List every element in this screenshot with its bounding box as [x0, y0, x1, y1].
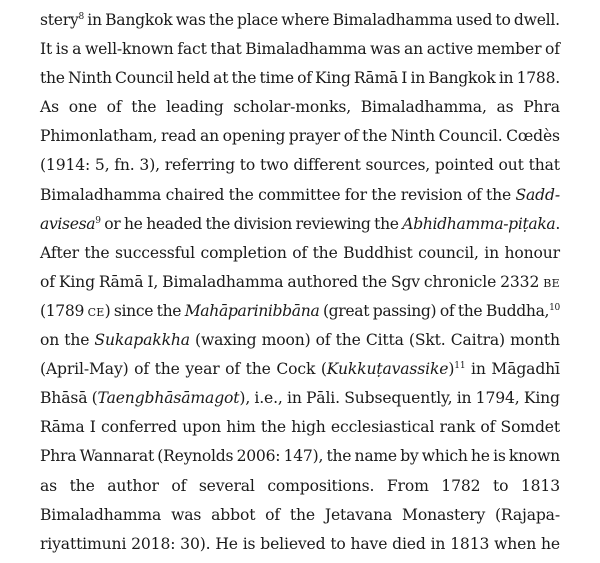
word: Buddha,$^{10}$	[485, 301, 560, 320]
word: 2006:	[236, 447, 281, 466]
word: 5,	[94, 156, 110, 175]
word: in	[430, 534, 446, 553]
word: the	[361, 272, 387, 291]
word: Cœdès	[506, 127, 560, 146]
word: authored	[287, 272, 358, 291]
word: the	[260, 418, 286, 437]
text-line	[40, 530, 560, 559]
word: used	[455, 11, 493, 29]
word	[543, 268, 560, 297]
body-paragraph	[40, 6, 560, 559]
word: Ninth	[390, 127, 436, 146]
word: referring	[164, 156, 235, 175]
text-line	[40, 297, 560, 326]
word: rank	[439, 418, 476, 437]
word: of	[545, 40, 560, 59]
word: Bimaladhamma	[162, 272, 284, 291]
word: the	[69, 476, 95, 495]
word: a	[72, 40, 82, 59]
word: of	[439, 301, 455, 320]
word: division	[233, 214, 292, 233]
word: I	[401, 69, 408, 88]
word: (1914:	[40, 156, 91, 175]
word: After	[40, 243, 79, 262]
word: Rāmā	[353, 69, 399, 88]
text-line	[40, 93, 560, 122]
text-line	[40, 326, 560, 355]
word: an	[404, 40, 424, 59]
word: 147),	[283, 447, 324, 466]
word: in	[456, 389, 472, 408]
text-line	[40, 384, 560, 413]
word: died	[392, 534, 426, 553]
word: scholar-monks,	[233, 98, 351, 117]
text-line	[40, 501, 560, 530]
word: ecclesiastical	[330, 418, 435, 437]
word: of	[466, 185, 482, 204]
word: 1813	[520, 476, 560, 495]
word: the	[245, 360, 271, 379]
word: active	[426, 40, 474, 59]
text-line	[40, 210, 560, 239]
word: at	[213, 69, 229, 88]
text-line	[40, 181, 560, 210]
word: Pāli.	[305, 389, 340, 408]
word: as	[496, 98, 514, 117]
word: the	[208, 11, 234, 29]
word: of	[297, 69, 312, 88]
word: different	[293, 156, 361, 175]
text-line	[40, 6, 560, 35]
word: of	[315, 331, 331, 350]
word: of	[134, 360, 150, 379]
word: opening	[222, 127, 286, 146]
word: of	[225, 360, 241, 379]
word: (Rajapa-	[494, 505, 560, 524]
word: (waxing	[195, 331, 257, 350]
word: Caitra)	[450, 331, 505, 350]
word: Sgv	[390, 272, 420, 291]
word: the	[289, 505, 315, 524]
footnote-marker: 10	[549, 302, 560, 313]
word: month	[510, 331, 560, 350]
word: (Skt.	[408, 331, 446, 350]
word: in	[484, 243, 500, 262]
word: Wannarat	[79, 447, 154, 466]
word: two	[259, 156, 289, 175]
word: Citta	[365, 331, 404, 350]
word: Bimaladhamma	[332, 11, 453, 29]
word: to	[330, 534, 346, 553]
word: fact	[177, 40, 207, 59]
word: Rāma	[40, 418, 85, 437]
word: the	[457, 301, 483, 320]
word: He	[215, 534, 238, 553]
word: the	[64, 331, 90, 350]
word: conferred	[101, 418, 177, 437]
word: Bimaladhamma,	[360, 98, 487, 117]
word: is	[242, 534, 256, 553]
word: the	[374, 214, 399, 233]
word: the	[154, 360, 180, 379]
word: the	[371, 185, 397, 204]
small-caps-abbreviation: CE	[87, 305, 105, 319]
word: i.e.,	[254, 389, 283, 408]
word: author	[107, 476, 159, 495]
word: one	[68, 98, 97, 117]
word: place	[236, 11, 278, 29]
word: the	[156, 301, 182, 320]
word: Jetavana	[324, 505, 393, 524]
word: moon)	[261, 331, 311, 350]
word: 2332	[500, 272, 540, 291]
word: believed	[260, 534, 326, 553]
word: of	[343, 127, 359, 146]
word: Phra	[40, 447, 77, 466]
word: Ninth	[68, 69, 112, 88]
word: by	[400, 447, 419, 466]
word: Abhidhamma-piṭaka.	[402, 214, 560, 233]
word: Bangkok	[428, 69, 496, 88]
word: committee	[258, 185, 341, 204]
word: pointed	[434, 156, 494, 175]
word: (1789	[40, 301, 85, 320]
word: Subsequently,	[344, 389, 453, 408]
word: the	[335, 331, 361, 350]
word: 2018:	[131, 534, 176, 553]
word: avisesa$^9$	[40, 214, 101, 233]
word: Bimaladhamma	[40, 505, 162, 524]
text-line	[40, 122, 560, 151]
text-line	[40, 35, 560, 64]
text-line	[40, 355, 560, 384]
word: As	[40, 98, 59, 117]
word: reviewing	[295, 214, 371, 233]
word: of	[480, 418, 496, 437]
word: Māgadhī	[491, 360, 560, 379]
word: 30).	[180, 534, 211, 553]
word: he	[123, 214, 143, 233]
word: (Kukkuṭavassike)$^{11}$	[320, 360, 466, 379]
word: 3),	[139, 156, 160, 175]
word: leading	[166, 98, 224, 117]
word: successful	[114, 243, 196, 262]
word: was	[171, 505, 202, 524]
word: have	[350, 534, 388, 553]
word: is	[55, 40, 69, 59]
footnote-marker: 11	[454, 361, 466, 372]
word: Sukapakkha	[94, 331, 190, 350]
word: I	[89, 418, 96, 437]
text-line	[40, 413, 560, 442]
word: 1813	[450, 534, 490, 553]
word: was	[175, 11, 206, 29]
word: high	[291, 418, 326, 437]
word: (great	[322, 301, 370, 320]
word: of	[171, 476, 187, 495]
word: an	[199, 127, 220, 146]
word: headed	[146, 214, 202, 233]
word: the	[362, 127, 388, 146]
word: fn.	[114, 156, 135, 175]
word: passing)	[372, 301, 437, 320]
word: the	[228, 185, 254, 204]
footnote-marker: 9	[95, 215, 101, 226]
word: member	[476, 40, 542, 59]
word: CE)	[87, 301, 111, 320]
word: upon	[182, 418, 222, 437]
word: the	[231, 69, 257, 88]
word: in	[410, 69, 425, 88]
word: completion	[200, 243, 287, 262]
word: the	[205, 214, 230, 233]
word: the	[131, 98, 157, 117]
word: Bimaladhamma	[40, 185, 162, 204]
word: Buddhist	[343, 243, 413, 262]
word: King	[314, 69, 351, 88]
word: honour	[504, 243, 560, 262]
text-line	[40, 268, 560, 297]
word: the	[40, 69, 65, 88]
word: of	[106, 98, 122, 117]
word: as	[40, 476, 57, 495]
word: year	[185, 360, 220, 379]
small-caps-abbreviation: BE	[543, 276, 560, 290]
word: (Reynolds	[157, 447, 234, 466]
word: he	[471, 447, 490, 466]
word: or	[104, 214, 121, 233]
word: out	[498, 156, 524, 175]
word: on	[40, 331, 60, 350]
footnote-marker: 8	[78, 12, 84, 22]
word: in	[498, 69, 514, 88]
word: chaired	[165, 185, 225, 204]
word: he	[541, 534, 560, 553]
word: stery$^8$	[40, 11, 84, 29]
word: abbot	[211, 505, 256, 524]
word: Bhāsā	[40, 389, 88, 408]
word: name	[354, 447, 397, 466]
word: From	[386, 476, 429, 495]
word: when	[494, 534, 537, 553]
word: the	[486, 185, 512, 204]
word: (April-May)	[40, 360, 129, 379]
word: in	[471, 360, 486, 379]
word: in	[87, 11, 102, 29]
word: for	[344, 185, 367, 204]
word: King	[523, 389, 560, 408]
word: well-known	[84, 40, 174, 59]
word: I,	[147, 272, 159, 291]
word: that	[210, 40, 242, 59]
word: of	[292, 243, 308, 262]
word: 1788.	[516, 69, 560, 88]
word: to	[495, 11, 511, 29]
word: 1794,	[475, 389, 520, 408]
word: council,	[418, 243, 479, 262]
word: Phra	[523, 98, 560, 117]
word: King	[58, 272, 95, 291]
word: Bangkok	[105, 11, 173, 29]
word: that	[528, 156, 560, 175]
word: Somdet	[500, 418, 560, 437]
word: the	[312, 243, 338, 262]
word: to	[239, 156, 256, 175]
word: which	[421, 447, 468, 466]
word: to	[492, 476, 509, 495]
word: the	[326, 447, 352, 466]
word: compositions.	[267, 476, 375, 495]
word: It	[40, 40, 53, 59]
word: dwell.	[513, 11, 560, 29]
word: several	[198, 476, 255, 495]
text-line	[40, 151, 560, 180]
word: chronicle	[423, 272, 497, 291]
word: of	[265, 505, 281, 524]
word: Phimonlatham,	[40, 127, 158, 146]
word: Sadd-	[515, 185, 560, 204]
word: was	[370, 40, 401, 59]
word: (Taengbhāsāmagot),	[91, 389, 251, 408]
word: since	[113, 301, 154, 320]
word: in	[286, 389, 302, 408]
word: Bimaladhamma	[245, 40, 367, 59]
text-line	[40, 239, 560, 268]
word: Rāmā	[98, 272, 144, 291]
text-line	[40, 64, 560, 93]
word: known	[508, 447, 560, 466]
word: Monastery	[402, 505, 486, 524]
word: 1782	[441, 476, 481, 495]
word: Cock	[276, 360, 316, 379]
word: him	[226, 418, 256, 437]
word: sources,	[365, 156, 431, 175]
word: held	[176, 69, 210, 88]
word: of	[40, 272, 55, 291]
word: Council	[115, 69, 174, 88]
text-line	[40, 442, 560, 471]
word: time	[259, 69, 294, 88]
word: is	[493, 447, 506, 466]
word: revision	[400, 185, 463, 204]
word: Mahāparinibbāna	[184, 301, 320, 320]
word: read	[161, 127, 197, 146]
word: Council.	[438, 127, 503, 146]
word: the	[84, 243, 110, 262]
text-line	[40, 472, 560, 501]
word: prayer	[288, 127, 341, 146]
word: riyattimuni	[40, 534, 127, 553]
word: where	[281, 11, 330, 29]
